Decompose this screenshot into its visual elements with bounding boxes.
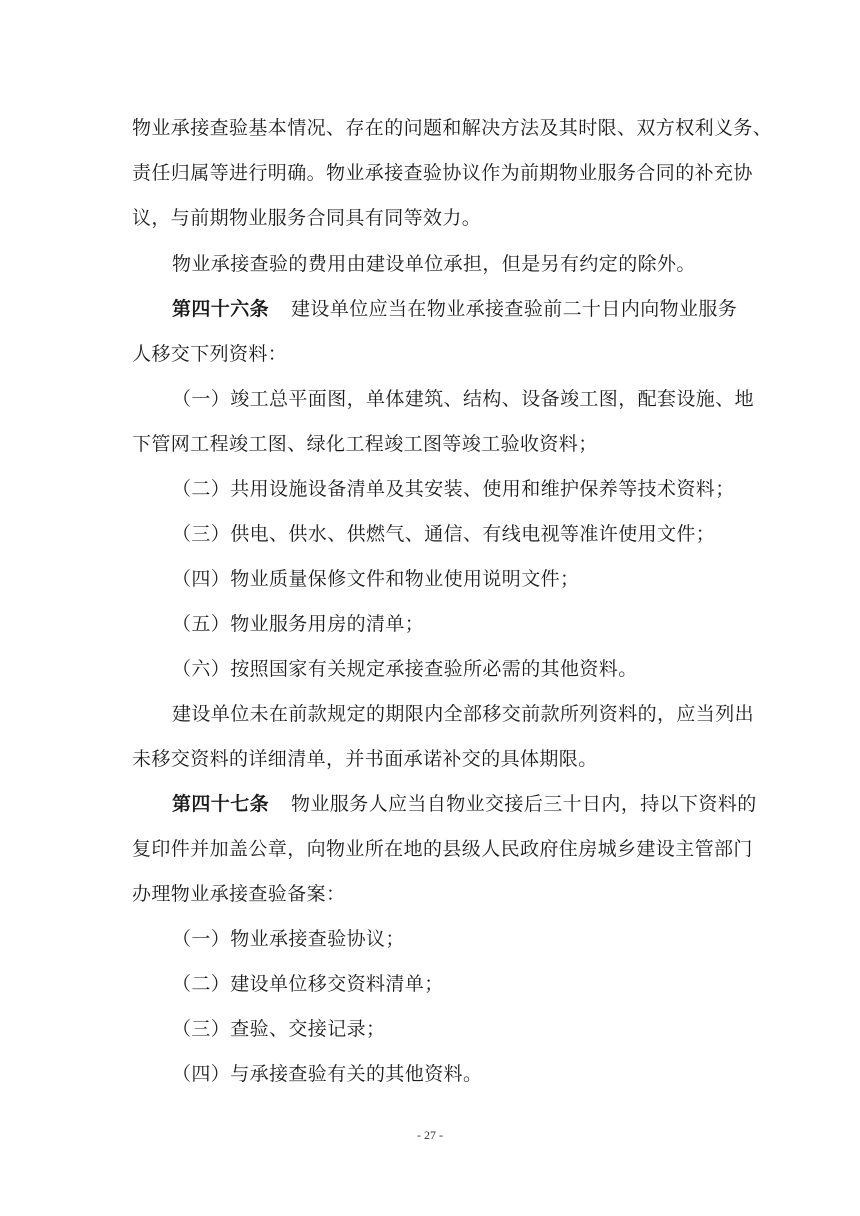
list-item-line: 下管网工程竣工图、绿化工程竣工图等竣工验收资料；: [132, 433, 598, 455]
list-item-line: （三）查验、交接记录；: [172, 1018, 386, 1040]
article-47-text: 物业服务人应当自物业交接后三十日内，持以下资料的: [291, 793, 757, 815]
list-item-line: （四）物业质量保修文件和物业使用说明文件；: [172, 568, 580, 590]
article-47-line: [172, 792, 757, 816]
article-46-text: 建设单位应当在物业承接查验前二十日内向物业服务: [291, 298, 738, 320]
paragraph-line: 未移交资料的详细清单，并书面承诺补交的具体期限。: [132, 748, 598, 770]
paragraph-line: 建设单位未在前款规定的期限内全部移交前款所列资料的，应当列出: [172, 703, 755, 725]
article-46-heading: 第四十六条: [172, 298, 270, 320]
paragraph-line: 责任归属等进行明确。物业承接查验协议作为前期物业服务合同的补充协: [132, 162, 753, 184]
paragraph-line: 人移交下列资料：: [132, 343, 288, 365]
list-item-line: （四）与承接查验有关的其他资料。: [172, 1063, 483, 1085]
list-item-line: （一）竣工总平面图，单体建筑、结构、设备竣工图，配套设施、地: [172, 388, 755, 410]
paragraph-line: 物业承接查验基本情况、存在的问题和解决方法及其时限、双方权利义务、: [132, 117, 773, 139]
page-number: - 27 -: [417, 1128, 443, 1142]
paragraph-line: 办理物业承接查验备案：: [132, 883, 346, 905]
list-item-line: （六）按照国家有关规定承接查验所必需的其他资料。: [172, 658, 638, 680]
paragraph-line: 议，与前期物业服务合同具有同等效力。: [132, 207, 482, 229]
list-item-line: （二）共用设施设备清单及其安装、使用和维护保养等技术资料；: [172, 478, 735, 500]
list-item-line: （一）物业承接查验协议；: [172, 928, 405, 950]
paragraph-line: 物业承接查验的费用由建设单位承担，但是另有约定的除外。: [172, 253, 696, 275]
list-item-line: （五）物业服务用房的清单；: [172, 613, 425, 635]
paragraph-line: 复印件并加盖公章，向物业所在地的县级人民政府住房城乡建设主管部门: [132, 838, 753, 860]
article-46-line: [172, 297, 737, 321]
list-item-line: （三）供电、供水、供燃气、通信、有线电视等准许使用文件；: [172, 523, 716, 545]
article-47-heading: 第四十七条: [172, 793, 270, 815]
list-item-line: （二）建设单位移交资料清单；: [172, 973, 444, 995]
